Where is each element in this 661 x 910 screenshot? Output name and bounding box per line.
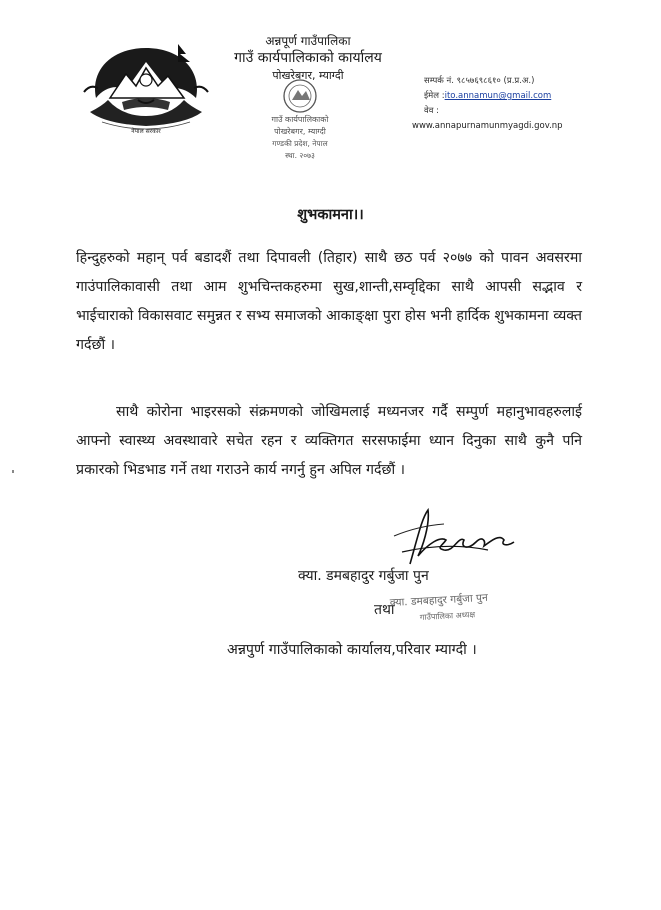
municipality-name: अन्नपूर्ण गाउँपालिका (265, 34, 351, 48)
seal-line-4: स्था. २०७३ (285, 151, 315, 160)
body-paragraph-1: हिन्दुहरुको महान् पर्व बडादशैं तथा दिपावली (तिहार) साथै छठ पर्व २०७७ को पावन अवसरमा गाउंपालिकावासी तथा आम शुभचिन्तकहरुमा सुख,शान्ती,सम्वृद्दिका साथै आपसी सद्भाव र भाईचाराको विकासवाट समुन्नत र सभ्य समाजको आकाङ्क्षा पुरा होस भनी हार्दिक शुभकामना व्यक्त गर्दछौं । (76, 250, 582, 353)
emblem-caption: नेपाल सरकार (131, 128, 161, 135)
signature-icon (388, 506, 518, 572)
website-link[interactable]: www.annapurnamunmyagdi.gov.np (412, 121, 563, 131)
stamp-line-1: क्या. डमबहादुर गर्बुजा पुन (389, 591, 489, 609)
contact-phone: सम्पर्क नं. ९८५७६९८६१० (प्र.प्र.अ.) (424, 76, 535, 86)
signer-name: क्या. डमबहादुर गर्बुजा पुन (298, 568, 429, 584)
seal-line-1: गाउँ कार्यपालिकाको (271, 115, 329, 124)
scan-speck (12, 470, 14, 473)
office-name: गाउँ कार्यपालिकाको कार्यालय (234, 50, 382, 66)
seal-line-3: गण्डकी प्रदेश, नेपाल (272, 139, 328, 148)
office-seal-icon (248, 74, 352, 168)
body-paragraph-2: साथै कोरोना भाइरसको संक्रमणको जोखिमलाई मध्यनजर गर्दै सम्पुर्ण महानुभावहरुलाई आफ्नो स्वास्थ्य अवस्थावारे सचेत रहन र व्यक्तिगत सरसफाईमा ध्यान दिनुका साथै कुनै पनि प्रकारको भिडभाड गर्ने तथा गराउने कार्य नगर्नु हुन अपिल गर्दछौं । (76, 404, 582, 478)
letter-heading: शुभकामना।। (297, 207, 364, 223)
contact-email-row (412, 89, 612, 104)
seal-line-2: पोखरेबगर, म्याग्दी (274, 127, 326, 136)
office-location: पोखरेबगर, म्याग्दी (272, 69, 344, 82)
closing-line: अन्नपुर्ण गाउँपालिकाको कार्यालय,परिवार म्याग्दी । (227, 642, 477, 658)
email-link[interactable]: ito.annamun@gmail.com (444, 91, 552, 101)
nepal-emblem-icon (82, 40, 210, 140)
stamp-line-2: गाउँपालिका अध्यक्ष (419, 610, 476, 622)
and-word: तथा (374, 602, 395, 618)
email-label: ईमेल : (424, 91, 445, 101)
web-label: वेव : (424, 106, 440, 116)
contact-block (412, 74, 612, 134)
